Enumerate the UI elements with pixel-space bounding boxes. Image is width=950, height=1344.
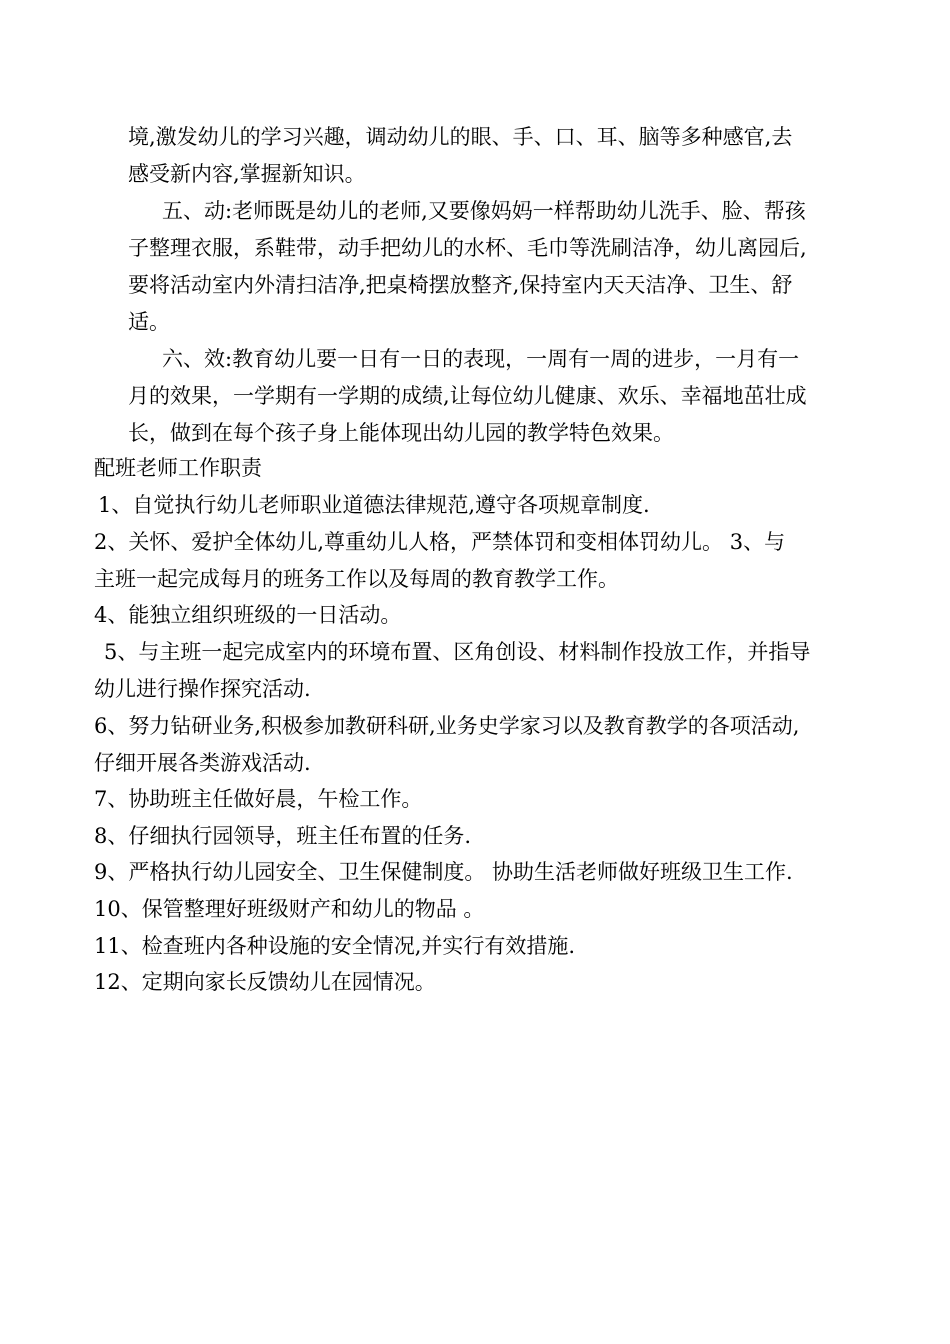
section-title: 配班老师工作职责 bbox=[94, 456, 262, 480]
paragraph-line: 六、效:教育幼儿要一日有一日的表现，一周有一周的进步，一月有一 bbox=[162, 347, 800, 371]
duty-line: 12、定期向家长反馈幼儿在园情况。 bbox=[94, 970, 436, 994]
duty-line: 9、严格执行幼儿园安全、卫生保健制度。 协助生活老师做好班级卫生工作. bbox=[94, 860, 793, 884]
duty-line: 11、检查班内各种设施的安全情况,并实行有效措施. bbox=[94, 934, 576, 958]
duty-line: 1、自觉执行幼儿老师职业道德法律规范,遵守各项规章制度. bbox=[98, 493, 650, 517]
duty-line: 主班一起完成每月的班务工作以及每周的教育教学工作。 bbox=[94, 567, 619, 591]
duty-line: 10、保管整理好班级财产和幼儿的物品 。 bbox=[94, 897, 485, 921]
paragraph-line: 长，做到在每个孩子身上能体现出幼儿园的教学特色效果。 bbox=[128, 421, 674, 445]
paragraph-line: 月的效果，一学期有一学期的成绩,让每位幼儿健康、欢乐、幸福地茁壮成 bbox=[128, 384, 807, 408]
duty-line: 幼儿进行操作探究活动. bbox=[94, 677, 311, 701]
duty-line: 5、与主班一起完成室内的环境布置、区角创设、材料制作投放工作，并指导 bbox=[104, 640, 811, 664]
paragraph-line: 五、动:老师既是幼儿的老师,又要像妈妈一样帮助幼儿洗手、脸、帮孩 bbox=[162, 199, 806, 223]
duty-line: 6、努力钻研业务,积极参加教研科研,业务史学家习以及教育教学的各项活动, bbox=[94, 714, 800, 738]
paragraph-line: 境,激发幼儿的学习兴趣，调动幼儿的眼、手、口、耳、脑等多种感官,去 bbox=[128, 125, 793, 149]
paragraph-line: 适。 bbox=[128, 310, 170, 334]
duty-line: 2、关怀、爱护全体幼儿,尊重幼儿人格，严禁体罚和变相体罚幼儿。 3、与 bbox=[94, 530, 786, 554]
paragraph-line: 要将活动室内外清扫洁净,把桌椅摆放整齐,保持室内天天洁净、卫生、舒 bbox=[128, 273, 793, 297]
paragraph-line: 子整理衣服，系鞋带，动手把幼儿的水杯、毛巾等洗刷洁净，幼儿离园后, bbox=[128, 236, 807, 260]
duty-line: 8、仔细执行园领导，班主任布置的任务. bbox=[94, 824, 472, 848]
duty-line: 仔细开展各类游戏活动. bbox=[94, 751, 311, 775]
duty-line: 4、能独立组织班级的一日活动。 bbox=[94, 603, 402, 627]
duty-line: 7、协助班主任做好晨，午检工作。 bbox=[94, 787, 423, 811]
paragraph-line: 感受新内容,掌握新知识。 bbox=[128, 162, 366, 186]
